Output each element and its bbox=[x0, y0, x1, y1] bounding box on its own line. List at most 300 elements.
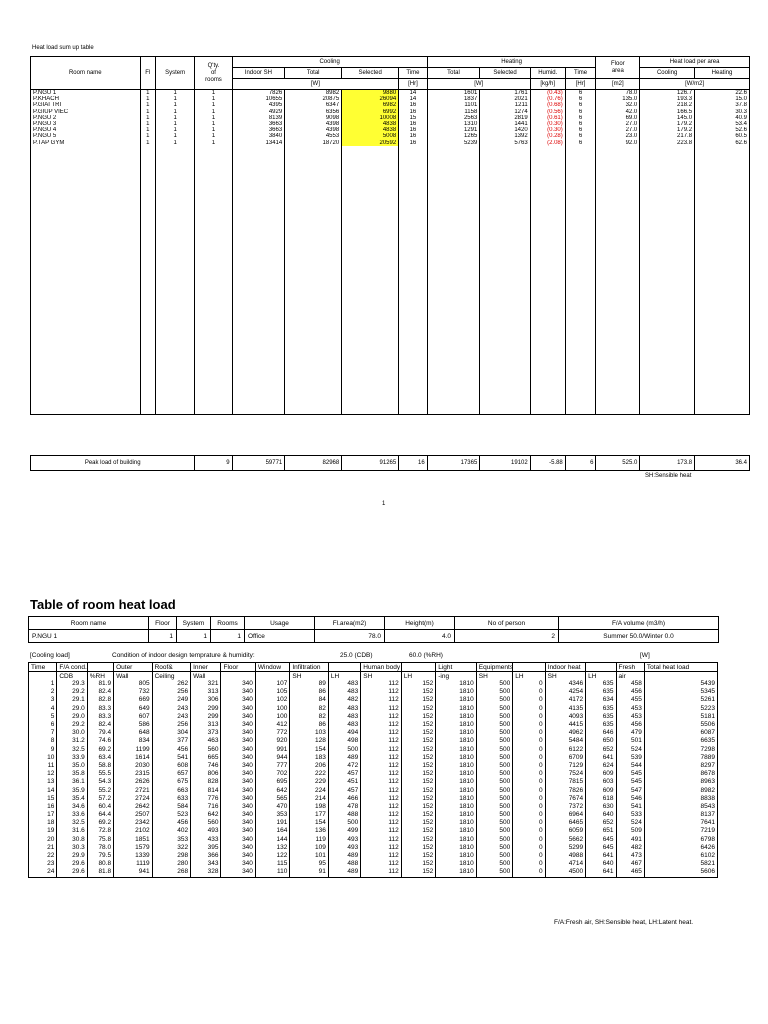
hour-cell: 152 bbox=[401, 844, 435, 852]
hour-cell: 0 bbox=[513, 803, 545, 811]
hour-cell: 29.2 bbox=[57, 721, 87, 729]
summary-cell-system: 1 bbox=[155, 102, 194, 108]
summary-cell-fl: 1 bbox=[140, 121, 155, 127]
room-col-header bbox=[644, 672, 717, 681]
peak-pa-cooling: 173.8 bbox=[640, 456, 695, 471]
hour-cell: 82.8 bbox=[87, 696, 113, 704]
hour-cell: 340 bbox=[221, 737, 255, 745]
hour-cell: 243 bbox=[152, 705, 191, 713]
summary-cell-pa-cooling: 193.3 bbox=[640, 96, 695, 102]
hour-cell: 493 bbox=[328, 844, 360, 852]
hour-cell: 340 bbox=[221, 795, 255, 803]
hour-cell: 1810 bbox=[436, 737, 477, 745]
summary-cell-pa-heating: 40.9 bbox=[695, 115, 750, 121]
hour-cell: 69.2 bbox=[87, 819, 113, 827]
hour-cell: 79.5 bbox=[87, 852, 113, 860]
col-h-total: Total bbox=[427, 68, 480, 79]
info-persons-value: 2 bbox=[455, 630, 559, 643]
hour-cell: 340 bbox=[221, 762, 255, 770]
hour-cell: 82 bbox=[290, 713, 329, 721]
col-per-area: Heat load per area bbox=[640, 57, 750, 68]
summary-cell-pa-heating: 52.6 bbox=[695, 127, 750, 133]
hour-cell: 645 bbox=[586, 836, 616, 844]
hour-cell: 119 bbox=[290, 836, 329, 844]
hour-cell: 457 bbox=[328, 786, 360, 794]
hour-row bbox=[29, 811, 718, 819]
hour-cell: 466 bbox=[328, 795, 360, 803]
peak-rooms: 9 bbox=[195, 456, 232, 471]
summary-cell-h-selected: 1211 bbox=[480, 102, 530, 108]
summary-cell-floor-area: 32.0 bbox=[596, 102, 640, 108]
hour-cell: 8982 bbox=[644, 786, 717, 794]
summary-filler-cell bbox=[695, 146, 750, 415]
hour-cell: 533 bbox=[616, 811, 644, 819]
peak-selected: 91265 bbox=[342, 456, 399, 471]
hour-cell: 500 bbox=[476, 713, 512, 721]
hour-cell: 86 bbox=[290, 688, 329, 696]
hour-cell: 112 bbox=[361, 836, 402, 844]
hour-cell: 669 bbox=[114, 696, 153, 704]
hour-cell: 1810 bbox=[436, 827, 477, 835]
room-col-header: SH bbox=[476, 672, 512, 681]
hour-cell: 340 bbox=[221, 811, 255, 819]
hour-cell: 36.1 bbox=[57, 778, 87, 786]
hour-cell: 499 bbox=[328, 827, 360, 835]
hour-cell: 7641 bbox=[644, 819, 717, 827]
summary-cell-h-total: 1101 bbox=[427, 102, 480, 108]
summary-cell-indoor-sh: 8139 bbox=[232, 115, 285, 121]
col-total: Total bbox=[285, 68, 342, 79]
hour-cell: 640 bbox=[586, 860, 616, 868]
hour-cell: 4714 bbox=[545, 860, 586, 868]
room-col-header bbox=[586, 663, 616, 672]
hour-row bbox=[29, 737, 718, 745]
summary-cell-h-time: 6 bbox=[565, 96, 596, 102]
room-col-header: LH bbox=[328, 672, 360, 681]
hour-row bbox=[29, 852, 718, 860]
hour-cell: 1810 bbox=[436, 811, 477, 819]
hour-cell: 6709 bbox=[545, 754, 586, 762]
hour-cell: 58.8 bbox=[87, 762, 113, 770]
hour-cell: 453 bbox=[616, 713, 644, 721]
hour-cell: 35.9 bbox=[57, 786, 87, 794]
hour-cell: 772 bbox=[255, 729, 289, 737]
hour-cell: 299 bbox=[191, 713, 221, 721]
peak-total: 82968 bbox=[285, 456, 342, 471]
hour-cell: 1810 bbox=[436, 819, 477, 827]
hour-cell: 29.3 bbox=[57, 680, 87, 688]
hour-cell: 152 bbox=[401, 860, 435, 868]
summary-cell-pa-heating: 62.6 bbox=[695, 140, 750, 146]
summary-cell-selected: 9880 bbox=[342, 90, 399, 97]
hour-cell: 206 bbox=[290, 762, 329, 770]
summary-cell-selected: 20592 bbox=[342, 140, 399, 146]
room-col-header: -ing bbox=[436, 672, 477, 681]
summary-cell-indoor-sh: 3840 bbox=[232, 133, 285, 139]
hour-cell: 645 bbox=[586, 844, 616, 852]
summary-cell-pa-cooling: 223.8 bbox=[640, 140, 695, 146]
summary-cell-h-total: 5239 bbox=[427, 140, 480, 146]
hour-cell: 340 bbox=[221, 868, 255, 877]
hour-cell: 1810 bbox=[436, 803, 477, 811]
hour-cell: 0 bbox=[513, 746, 545, 754]
hour-cell: 60.4 bbox=[87, 803, 113, 811]
hour-cell: 0 bbox=[513, 680, 545, 688]
hour-row bbox=[29, 827, 718, 835]
hour-cell: 30.8 bbox=[57, 836, 87, 844]
hour-cell: 648 bbox=[114, 729, 153, 737]
hour-cell: 82.4 bbox=[87, 721, 113, 729]
summary-peak-row bbox=[30, 455, 750, 471]
hour-cell: 340 bbox=[221, 729, 255, 737]
hour-cell: 500 bbox=[476, 778, 512, 786]
hour-cell: 642 bbox=[255, 786, 289, 794]
hour-cell: 86 bbox=[290, 721, 329, 729]
hour-cell: 249 bbox=[152, 696, 191, 704]
summary-cell-floor-area: 23.0 bbox=[596, 133, 640, 139]
hour-cell: 75.8 bbox=[87, 836, 113, 844]
hour-cell: 8838 bbox=[644, 795, 717, 803]
summary-cell-pa-cooling: 166.5 bbox=[640, 109, 695, 115]
hour-cell: 482 bbox=[616, 844, 644, 852]
hour-cell: 608 bbox=[152, 762, 191, 770]
info-system-value: 1 bbox=[177, 630, 211, 643]
summary-filler-cell bbox=[530, 146, 565, 415]
design-condition-label: Condition of indoor design temprature & humidity: bbox=[112, 652, 255, 659]
hour-cell: 112 bbox=[361, 778, 402, 786]
room-col-header: Floor bbox=[221, 663, 255, 672]
hour-cell: 541 bbox=[616, 803, 644, 811]
hour-cell: 472 bbox=[328, 762, 360, 770]
hour-cell: 695 bbox=[255, 778, 289, 786]
hour-cell: 702 bbox=[255, 770, 289, 778]
hour-cell: 746 bbox=[191, 762, 221, 770]
hour-cell: 6102 bbox=[644, 852, 717, 860]
hour-cell: 6059 bbox=[545, 827, 586, 835]
summary-filler-cell bbox=[480, 146, 530, 415]
hour-cell: 500 bbox=[476, 786, 512, 794]
hour-cell: 0 bbox=[513, 786, 545, 794]
hour-cell: 256 bbox=[152, 688, 191, 696]
hour-cell: 100 bbox=[255, 713, 289, 721]
hour-cell: 32.5 bbox=[57, 819, 87, 827]
unit-kgh: [kg/h] bbox=[530, 79, 565, 90]
summary-cell-selected: 10008 bbox=[342, 115, 399, 121]
hour-cell: 14 bbox=[29, 786, 57, 794]
room-col-header: Roof& bbox=[152, 663, 191, 672]
hour-cell: 1 bbox=[29, 680, 57, 688]
col-cooling: Cooling bbox=[232, 57, 427, 68]
hour-cell: 6122 bbox=[545, 746, 586, 754]
hour-cell: 635 bbox=[586, 705, 616, 713]
peak-label: Peak load of building bbox=[31, 456, 195, 471]
hour-cell: 650 bbox=[586, 737, 616, 745]
summary-cell-indoor-sh: 10655 bbox=[232, 96, 285, 102]
summary-cell-h-selected: 2021 bbox=[480, 96, 530, 102]
hour-cell: 565 bbox=[255, 795, 289, 803]
hour-cell: 1810 bbox=[436, 746, 477, 754]
info-height-value: 4.0 bbox=[385, 630, 455, 643]
design-rh: 60.0 (%RH) bbox=[409, 652, 443, 659]
hour-cell: 451 bbox=[328, 778, 360, 786]
hour-cell: 57.2 bbox=[87, 795, 113, 803]
hour-cell: 112 bbox=[361, 844, 402, 852]
unit-wm2: [W/m2] bbox=[640, 79, 750, 90]
summary-cell-total: 6356 bbox=[285, 109, 342, 115]
room-col-header: air bbox=[616, 672, 644, 681]
hour-cell: 322 bbox=[152, 844, 191, 852]
summary-cell-h-total: 1601 bbox=[427, 90, 480, 97]
hour-cell: 500 bbox=[476, 754, 512, 762]
hour-cell: 1810 bbox=[436, 713, 477, 721]
col-pa-heating: Heating bbox=[695, 68, 750, 79]
hour-cell: 652 bbox=[586, 746, 616, 754]
col-pa-cooling: Cooling bbox=[640, 68, 695, 79]
summary-cell-pa-cooling: 218.2 bbox=[640, 102, 695, 108]
hour-cell: 81.9 bbox=[87, 680, 113, 688]
hour-cell: 483 bbox=[328, 713, 360, 721]
hour-cell: 491 bbox=[616, 836, 644, 844]
hour-cell: 635 bbox=[586, 713, 616, 721]
hour-cell: 500 bbox=[476, 836, 512, 844]
summary-cell-fl: 1 bbox=[140, 109, 155, 115]
hour-cell: 732 bbox=[114, 688, 153, 696]
hour-cell: 280 bbox=[152, 860, 191, 868]
hour-cell: 4 bbox=[29, 705, 57, 713]
hour-cell: 456 bbox=[616, 721, 644, 729]
hour-cell: 128 bbox=[290, 737, 329, 745]
summary-cell-humid: (0.56) bbox=[530, 109, 565, 115]
summary-cell-pa-heating: 60.5 bbox=[695, 133, 750, 139]
hour-cell: 635 bbox=[586, 688, 616, 696]
hour-cell: 5299 bbox=[545, 844, 586, 852]
info-area-value: 78.0 bbox=[315, 630, 385, 643]
hour-cell: 6798 bbox=[644, 836, 717, 844]
info-label: System bbox=[177, 617, 211, 630]
hour-cell: 5 bbox=[29, 713, 57, 721]
room-col-header: Wall bbox=[114, 672, 153, 681]
summary-cell-h-total: 1837 bbox=[427, 96, 480, 102]
hour-cell: 0 bbox=[513, 737, 545, 745]
hour-cell: 7372 bbox=[545, 803, 586, 811]
hour-cell: 1810 bbox=[436, 688, 477, 696]
peak-time: 16 bbox=[399, 456, 427, 471]
hour-cell: 112 bbox=[361, 762, 402, 770]
hour-cell: 340 bbox=[221, 688, 255, 696]
hour-cell: 6426 bbox=[644, 844, 717, 852]
room-col-header: Wall bbox=[191, 672, 221, 681]
hour-cell: 1810 bbox=[436, 786, 477, 794]
hour-cell: 483 bbox=[328, 680, 360, 688]
hour-cell: 152 bbox=[401, 713, 435, 721]
hour-cell: 1810 bbox=[436, 860, 477, 868]
hour-row bbox=[29, 819, 718, 827]
hour-cell: 500 bbox=[476, 688, 512, 696]
summary-cell-h-time: 6 bbox=[565, 102, 596, 108]
hour-cell: 373 bbox=[191, 729, 221, 737]
hour-cell: 5506 bbox=[644, 721, 717, 729]
hour-cell: 1810 bbox=[436, 868, 477, 877]
hour-cell: 30.3 bbox=[57, 844, 87, 852]
summary-cell-humid: (0.68) bbox=[530, 102, 565, 108]
hour-cell: 21 bbox=[29, 844, 57, 852]
col-humid: Humid. bbox=[530, 68, 565, 79]
summary-filler-cell bbox=[342, 146, 399, 415]
hour-cell: 299 bbox=[191, 705, 221, 713]
hour-cell: 112 bbox=[361, 795, 402, 803]
summary-cell-h-total: 1291 bbox=[427, 127, 480, 133]
hour-cell: 541 bbox=[152, 754, 191, 762]
info-label: No of person bbox=[455, 617, 559, 630]
hour-cell: 152 bbox=[401, 746, 435, 754]
hour-cell: 4254 bbox=[545, 688, 586, 696]
summary-cell-system: 1 bbox=[155, 127, 194, 133]
hour-cell: 453 bbox=[616, 705, 644, 713]
hour-cell: 6 bbox=[29, 721, 57, 729]
hour-cell: 29.6 bbox=[57, 860, 87, 868]
summary-cell-qty: 1 bbox=[195, 115, 232, 121]
hour-cell: 2721 bbox=[114, 786, 153, 794]
hour-cell: 500 bbox=[476, 827, 512, 835]
hour-cell: 458 bbox=[616, 680, 644, 688]
hour-cell: 152 bbox=[401, 680, 435, 688]
hour-cell: 152 bbox=[401, 770, 435, 778]
hour-cell: 500 bbox=[476, 721, 512, 729]
hour-cell: 489 bbox=[328, 754, 360, 762]
summary-cell-pa-heating: 30.3 bbox=[695, 109, 750, 115]
col-indoor-sh: Indoor SH bbox=[232, 68, 285, 79]
hour-cell: 340 bbox=[221, 827, 255, 835]
hour-cell: 500 bbox=[476, 737, 512, 745]
summary-cell-room-name: P.NGU 4 bbox=[31, 127, 141, 133]
summary-cell-total: 9098 bbox=[285, 115, 342, 121]
hour-row bbox=[29, 836, 718, 844]
hour-cell: 586 bbox=[114, 721, 153, 729]
hour-cell: 8 bbox=[29, 737, 57, 745]
hour-cell: 72.8 bbox=[87, 827, 113, 835]
hour-cell: 224 bbox=[290, 786, 329, 794]
hour-cell: 560 bbox=[191, 746, 221, 754]
hour-cell: 1810 bbox=[436, 770, 477, 778]
hour-cell: 1810 bbox=[436, 795, 477, 803]
summary-cell-system: 1 bbox=[155, 96, 194, 102]
sensible-heat-note: SH:Sensible heat bbox=[645, 473, 692, 479]
hour-cell: 64.4 bbox=[87, 811, 113, 819]
summary-cell-qty: 1 bbox=[195, 96, 232, 102]
room-table-title: Table of room heat load bbox=[30, 597, 176, 612]
hour-cell: 483 bbox=[328, 688, 360, 696]
hour-cell: 814 bbox=[191, 786, 221, 794]
summary-cell-qty: 1 bbox=[195, 133, 232, 139]
hour-cell: 4962 bbox=[545, 729, 586, 737]
hour-cell: 640 bbox=[586, 811, 616, 819]
hour-cell: 630 bbox=[586, 803, 616, 811]
room-col-header: LH bbox=[401, 672, 435, 681]
hour-cell: 112 bbox=[361, 803, 402, 811]
summary-cell-fl: 1 bbox=[140, 133, 155, 139]
hour-cell: 2 bbox=[29, 688, 57, 696]
hour-cell: 112 bbox=[361, 827, 402, 835]
hour-cell: 152 bbox=[401, 721, 435, 729]
hour-cell: 657 bbox=[152, 770, 191, 778]
hour-cell: 23 bbox=[29, 860, 57, 868]
summary-cell-system: 1 bbox=[155, 109, 194, 115]
hour-cell: 152 bbox=[401, 852, 435, 860]
hour-cell: 74.6 bbox=[87, 737, 113, 745]
summary-cell-h-selected: 1761 bbox=[480, 90, 530, 97]
summary-cell-h-total: 1265 bbox=[427, 133, 480, 139]
info-label: Floor bbox=[149, 617, 177, 630]
hour-cell: 2342 bbox=[114, 819, 153, 827]
hour-cell: 433 bbox=[191, 836, 221, 844]
hour-row bbox=[29, 844, 718, 852]
hour-cell: 31.2 bbox=[57, 737, 87, 745]
hour-cell: 340 bbox=[221, 860, 255, 868]
hour-cell: 54.3 bbox=[87, 778, 113, 786]
hour-cell: 500 bbox=[476, 696, 512, 704]
hour-cell: 0 bbox=[513, 852, 545, 860]
hour-cell: 152 bbox=[401, 811, 435, 819]
hour-cell: 412 bbox=[255, 721, 289, 729]
summary-cell-qty: 1 bbox=[195, 127, 232, 133]
hour-cell: 132 bbox=[255, 844, 289, 852]
hour-cell: 716 bbox=[191, 803, 221, 811]
info-floor-value: 1 bbox=[149, 630, 177, 643]
summary-cell-room-name: P.GIAI TRI bbox=[31, 102, 141, 108]
summary-cell-humid: (2.08) bbox=[530, 140, 565, 146]
summary-cell-pa-cooling: 126.7 bbox=[640, 90, 695, 97]
hour-row bbox=[29, 688, 718, 696]
peak-indoor-sh: 59771 bbox=[232, 456, 285, 471]
hour-cell: 8297 bbox=[644, 762, 717, 770]
hour-cell: 177 bbox=[290, 811, 329, 819]
summary-filler-cell bbox=[232, 146, 285, 415]
summary-cell-system: 1 bbox=[155, 121, 194, 127]
hour-cell: 941 bbox=[114, 868, 153, 877]
summary-cell-room-name: P.GIUP VIEC bbox=[31, 109, 141, 115]
summary-cell-indoor-sh: 3663 bbox=[232, 127, 285, 133]
hour-cell: 7815 bbox=[545, 778, 586, 786]
room-col-header: Ceiling bbox=[152, 672, 191, 681]
hour-cell: 136 bbox=[290, 827, 329, 835]
hour-cell: 340 bbox=[221, 786, 255, 794]
hour-cell: 500 bbox=[328, 746, 360, 754]
hour-cell: 500 bbox=[476, 844, 512, 852]
room-col-header: Light bbox=[436, 663, 477, 672]
unit-w2: [W] bbox=[427, 79, 530, 90]
summary-cell-pa-cooling: 179.2 bbox=[640, 127, 695, 133]
summary-cell-selected: 4838 bbox=[342, 121, 399, 127]
hour-cell: 306 bbox=[191, 696, 221, 704]
summary-cell-room-name: P.KHACH bbox=[31, 96, 141, 102]
summary-cell-humid: (0.30) bbox=[530, 121, 565, 127]
hour-cell: 328 bbox=[191, 868, 221, 877]
hour-cell: 152 bbox=[401, 737, 435, 745]
hour-cell: 4093 bbox=[545, 713, 586, 721]
summary-cell-fl: 1 bbox=[140, 90, 155, 97]
hour-cell: 340 bbox=[221, 844, 255, 852]
hour-row bbox=[29, 778, 718, 786]
summary-cell-qty: 1 bbox=[195, 102, 232, 108]
summary-cell-room-name: P.NGU 5 bbox=[31, 133, 141, 139]
hour-cell: 524 bbox=[616, 746, 644, 754]
peak-pa-heating: 36.4 bbox=[695, 456, 750, 471]
hour-cell: 828 bbox=[191, 778, 221, 786]
summary-cell-h-selected: 5763 bbox=[480, 140, 530, 146]
hour-cell: 7298 bbox=[644, 746, 717, 754]
summary-cell-qty: 1 bbox=[195, 140, 232, 146]
hour-cell: 7889 bbox=[644, 754, 717, 762]
